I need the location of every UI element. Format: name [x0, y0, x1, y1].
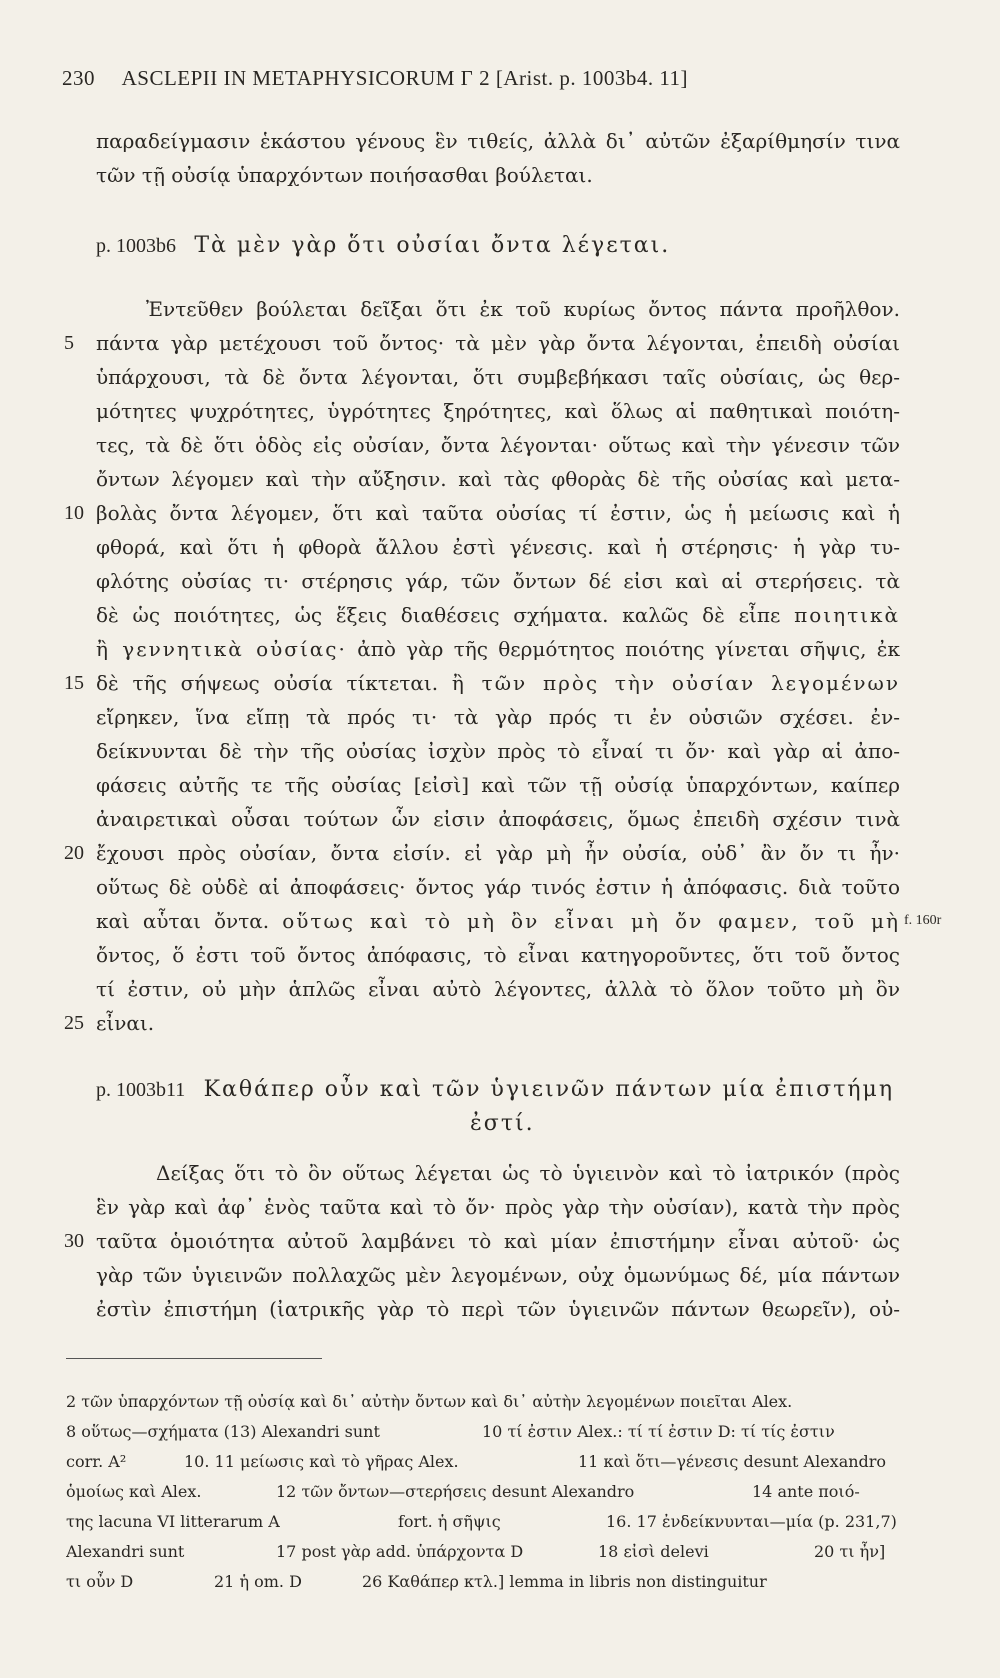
text-line: ἔχουσι πρὸς οὐσίαν, ὄντα εἰσίν. εἰ γὰρ μὴ ἦν οὐσία, οὐδ᾽ ἂν ὄν τι ἦν· [96, 841, 900, 865]
apparatus-entry: 26 Καθάπερ κτλ.] lemma in libris non distinguitur [362, 1572, 767, 1591]
quoted-lemma: ἢ τῶν πρὸς τὴν οὐσίαν λεγομένων [451, 671, 900, 695]
text-line [96, 904, 900, 938]
text-line: μότητες ψυχρότητες, ὑγρότητες ξηρότητες, καὶ ὅλως αἱ παθητικαὶ ποιότη- [96, 399, 900, 423]
line-number: 25 [64, 1012, 84, 1034]
apparatus-entry: 11 καὶ ὅτι—γένεσις desunt Alexandro [578, 1452, 887, 1471]
text-line: ταῦτα ὁμοιότητα αὐτοῦ λαμβάνει τὸ καὶ μίαν ἐπιστήμην εἶναι αὐτοῦ· ὡς [96, 1229, 900, 1253]
text-line: τί ἐστιν, οὐ μὴν ἁπλῶς εἶναι αὐτὸ λέγοντες, ἀλλὰ τὸ ὅλον τοῦτο μὴ ὂν [96, 977, 900, 1001]
text-segment: δὲ τῆς σήψεως οὐσία τίκτεται. [96, 671, 439, 695]
apparatus-line [66, 1568, 906, 1596]
text-line: ἐστὶν ἐπιστήμη (ἰατρικῆς γὰρ τὸ περὶ τῶν ὑγιεινῶν πάντων θεωρεῖν), οὐ- [96, 1297, 900, 1321]
text-segment: δὲ ὡς ποιότητες, ὡς ἕξεις διαθέσεις σχήματα. καλῶς δὲ εἶπε [96, 603, 781, 627]
text-line: τες, τὰ δὲ ὅτι ὁδὸς εἰς οὐσίαν, ὄντα λέγονται· οὕτως καὶ τὴν γένεσιν τῶν [96, 433, 900, 457]
text-segment: καὶ αὗται ὄντα. [96, 909, 270, 933]
text-line: δείκνυνται δὲ τὴν τῆς οὐσίας ἰσχὺν πρὸς τὸ εἶναί τι ὄν· καὶ γὰρ αἱ ἀπο- [96, 739, 900, 763]
text-line: παραδείγμασιν ἑκάστου γένους ἓν τιθείς, ἀλλὰ δι᾽ αὐτῶν ἐξαρίθμησίν τινα [96, 129, 900, 153]
text-line [96, 666, 900, 700]
lemma-line [96, 1072, 900, 1106]
apparatus-line [66, 1418, 906, 1446]
apparatus-entry: 12 τῶν ὄντων—στερήσεις desunt Alexandro [276, 1482, 635, 1501]
apparatus-entry: 20 τι ἦν] [814, 1542, 886, 1561]
lemma-reference: p. 1003b6 [96, 235, 176, 257]
apparatus-entry: 17 post γὰρ add. ὑπάρχοντα D [276, 1542, 524, 1561]
lemma-continuation [470, 1106, 670, 1140]
text-line [96, 632, 900, 666]
apparatus-entry: 21 ἡ om. D [214, 1572, 302, 1591]
apparatus-line [66, 1538, 906, 1566]
quoted-lemma: ποιητικὰ [794, 603, 900, 627]
text-line: ἓν γὰρ καὶ ἀφ᾽ ἑνὸς ταῦτα καὶ τὸ ὄν· πρὸς γὰρ τὴν οὐσίαν), κατὰ τὴν πρὸς [96, 1195, 900, 1219]
apparatus-entry: 10 τί ἐστιν Alex.: τί τί ἐστιν D: τί τίς ἐστιν [482, 1422, 835, 1441]
apparatus-entry: 16. 17 ἐνδείκνυνται—μία (p. 231,7) [606, 1512, 897, 1531]
text-line: πάντα γὰρ μετέχουσι τοῦ ὄντος· τὰ μὲν γὰρ ὄντα λέγονται, ἐπειδὴ οὐσίαι [96, 331, 900, 355]
text-line: Δείξας ὅτι τὸ ὂν οὕτως λέγεται ὡς τὸ ὑγιεινὸν καὶ τὸ ἰατρικόν (πρὸς [156, 1161, 900, 1185]
text-line: βολὰς ὄντα λέγομεν, ὅτι καὶ ταῦτα οὐσίας τί ἐστιν, ὡς ἡ μείωσις καὶ ἡ [96, 501, 900, 525]
running-title: ASCLEPII IN METAPHYSICORUM Γ 2 [Arist. p. 1003b4. 11] [121, 66, 689, 90]
apparatus-entry: fort. ἡ σῆψις [398, 1512, 501, 1531]
text-line: εἴρηκεν, ἵνα εἴπῃ τὰ πρός τι· τὰ γὰρ πρός τι ἐν οὐσιῶν σχέσει. ἐν- [96, 705, 900, 729]
apparatus-entry: τι οὖν D [66, 1572, 134, 1591]
folio-marker: f. 160r [904, 913, 942, 928]
text-line: φλότης οὐσίας τι· στέρησις γάρ, τῶν ὄντων δέ εἰσι καὶ αἱ στερήσεις. τὰ [96, 569, 900, 593]
line-number: 5 [64, 332, 74, 354]
text-line: ὑπάρχουσι, τὰ δὲ ὄντα λέγονται, ὅτι συμβεβήκασι ταῖς οὐσίαις, ὡς θερ- [96, 365, 900, 389]
text-line: τῶν τῇ οὐσίᾳ ὑπαρχόντων ποιήσασθαι βούλεται. [96, 163, 593, 187]
quoted-lemma: ἢ γεννητικὰ οὐσίας· [96, 637, 347, 661]
quoted-lemma: οὕτως καὶ τὸ μὴ ὂν εἶναι μὴ ὄν φαμεν, τοῦ μὴ [282, 909, 900, 933]
lemma-reference: p. 1003b11 [96, 1079, 186, 1101]
text-line: ἀναιρετικαὶ οὖσαι τούτων ὧν εἰσιν ἀποφάσεις, ὅμως ἐπειδὴ σχέσιν τινὰ [96, 807, 900, 831]
line-number: 30 [64, 1230, 84, 1252]
lemma-text: ἐστί. [470, 1111, 535, 1136]
text-line [96, 598, 900, 632]
text-line: οὕτως δὲ οὐδὲ αἱ ἀποφάσεις· ὄντος γάρ τινός ἐστιν ἡ ἀπόφασις. διὰ τοῦτο [96, 875, 900, 899]
apparatus-entry: Alexandri sunt [66, 1542, 185, 1561]
footnote-rule [66, 1358, 322, 1359]
page-number: 230 [62, 66, 95, 90]
apparatus-line [66, 1508, 906, 1536]
line-number: 20 [64, 842, 84, 864]
running-header [62, 66, 922, 91]
apparatus-entry: 2 τῶν ὑπαρχόντων τῇ οὐσίᾳ καὶ δι᾽ αὐτὴν ὄντων καὶ δι᾽ αὐτὴν λεγομένων ποιεῖται Alex. [66, 1392, 793, 1411]
apparatus-entry: 18 εἰσὶ delevi [598, 1542, 709, 1561]
text-line: Ἐντεῦθεν βούλεται δεῖξαι ὅτι ἐκ τοῦ κυρίως ὄντος πάντα προῆλθον. [146, 297, 900, 321]
apparatus-entry: corr. A² [66, 1452, 127, 1471]
lemma-line [96, 228, 900, 262]
apparatus-entry: ὁμοίως καὶ Alex. [66, 1482, 202, 1501]
line-number: 15 [64, 672, 84, 694]
apparatus-line [66, 1448, 906, 1476]
line-number: 10 [64, 502, 84, 524]
text-segment: ἀπὸ γὰρ τῆς θερμότητος ποιότης γίνεται σῆψις, ἐκ [357, 637, 900, 661]
text-line: φάσεις αὐτῆς τε τῆς οὐσίας [εἰσὶ] καὶ τῶν τῇ οὐσίᾳ ὑπαρχόντων, καίπερ [96, 773, 900, 797]
apparatus-entry: 8 οὕτως—σχήματα (13) Alexandri sunt [66, 1422, 380, 1441]
apparatus-entry: της lacuna VI litterarum A [66, 1512, 280, 1531]
text-line: φθορά, καὶ ὅτι ἡ φθορὰ ἄλλου ἐστὶ γένεσις. καὶ ἡ στέρησις· ἡ γὰρ τυ- [96, 535, 900, 559]
text-line: ὄντων λέγομεν καὶ τὴν αὔξησιν. καὶ τὰς φθορὰς δὲ τῆς οὐσίας καὶ μετα- [96, 467, 900, 491]
lemma-text: Καθάπερ οὖν καὶ τῶν ὑγιεινῶν πάντων μία ἐπιστήμη [203, 1077, 895, 1102]
text-line: γὰρ τῶν ὑγιεινῶν πολλαχῶς μὲν λεγομένων, οὐχ ὁμωνύμως δέ, μία πάντων [96, 1263, 900, 1287]
apparatus-line [66, 1388, 906, 1416]
apparatus-entry: 14 ante ποιό- [752, 1482, 860, 1501]
apparatus-entry: 10. 11 μείωσις καὶ τὸ γῆρας Alex. [184, 1452, 459, 1471]
lemma-text: Τὰ μὲν γὰρ ὅτι οὐσίαι ὄντα λέγεται. [194, 233, 671, 258]
apparatus-line [66, 1478, 906, 1506]
text-line: ὄντος, ὅ ἐστι τοῦ ὄντος ἀπόφασις, τὸ εἶναι κατηγοροῦντες, ὅτι τοῦ ὄντος [96, 943, 900, 967]
text-line: εἶναι. [96, 1011, 155, 1035]
